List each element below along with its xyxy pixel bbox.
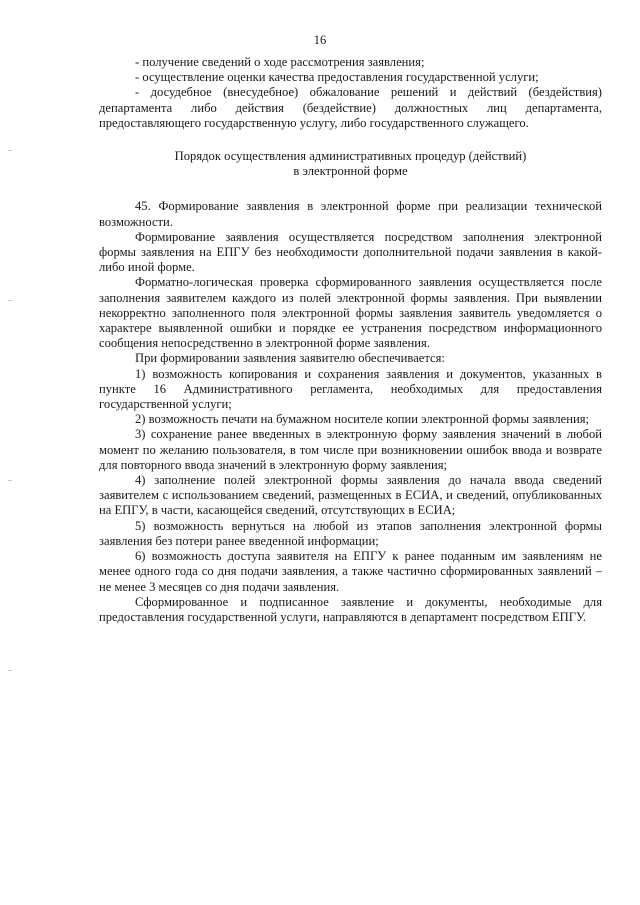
list-item-5: 5) возможность вернуться на любой из этапов заполнения электронной формы заявления без потери ранее введенной информации; [99, 518, 602, 548]
list-item-status: - получение сведений о ходе рассмотрения заявления; [135, 55, 425, 69]
list-item-appeal: - досудебное (внесудебное) обжалование решений и действий (бездействия) департамента либо действия (бездействие) должностных лиц департамента, предоставляющего государственную услугу, либо государственного служащего. [99, 85, 602, 130]
list-item-4: 4) заполнение полей электронной формы заявления до начала ввода сведений заявителем с использованием сведений, размещенных в ЕСИА, и сведений, опубликованных на ЕПГУ, в части, касающейся сведений, отсутствующих в ЕСИА; [99, 473, 602, 518]
document-body [99, 55, 602, 625]
paragraph-format-check: Форматно-логическая проверка сформированного заявления осуществляется после заполнения заявителем каждого из полей электронной формы заявления. При выявлении некорректно заполненного поля электронной формы заявления заявитель уведомляется о характере выявленной ошибки и порядке ее устранения посредством информационного сообщения непосредственно в электронной форме заявления. [99, 275, 602, 351]
list-item-2: 2) возможность печати на бумажном носителе копии электронной формы заявления; [135, 412, 589, 427]
page-number: 16 [313, 33, 327, 47]
paragraph-formation: Формирование заявления осуществляется посредством заполнения электронной формы заявления на ЕПГУ без необходимости дополнительной подачи заявления в какой-либо иной форме. [99, 229, 602, 275]
paragraph-submission: Сформированное и подписанное заявление и документы, необходимые для предоставления государственной услуги, направляются в департамент посредством ЕПГУ. [99, 594, 602, 624]
section-heading [99, 149, 602, 179]
section-heading-line-1: Порядок осуществления административных процедур (действий) [174, 149, 527, 164]
section-heading-line-2: в электронной форме [293, 164, 408, 179]
paragraph-45: 45. Формирование заявления в электронной форме при реализации технической возможности. [99, 199, 602, 229]
list-item-3: 3) сохранение ранее введенных в электронную форму заявления значений в любой момент по желанию пользователя, в том числе при возникновении ошибок ввода и возврате для повторного ввода значений в электронную форму заявления; [99, 427, 602, 472]
paragraph-provided: При формировании заявления заявителю обеспечивается: [135, 351, 445, 366]
list-item-quality: - осуществление оценки качества предоставления государственной услуги; [135, 70, 539, 85]
scan-margin-marks [8, 150, 14, 750]
list-item-6: 6) возможность доступа заявителя на ЕПГУ к ранее поданным им заявлениям не менее одного года со дня подачи заявления, а также частично сформированных заявлений – не менее 3 месяцев со дня подачи заявления. [99, 549, 602, 594]
list-item-1: 1) возможность копирования и сохранения заявления и документов, указанных в пункте 16 Административного регламента, необходимых для предоставления государственной услуги; [99, 366, 602, 412]
